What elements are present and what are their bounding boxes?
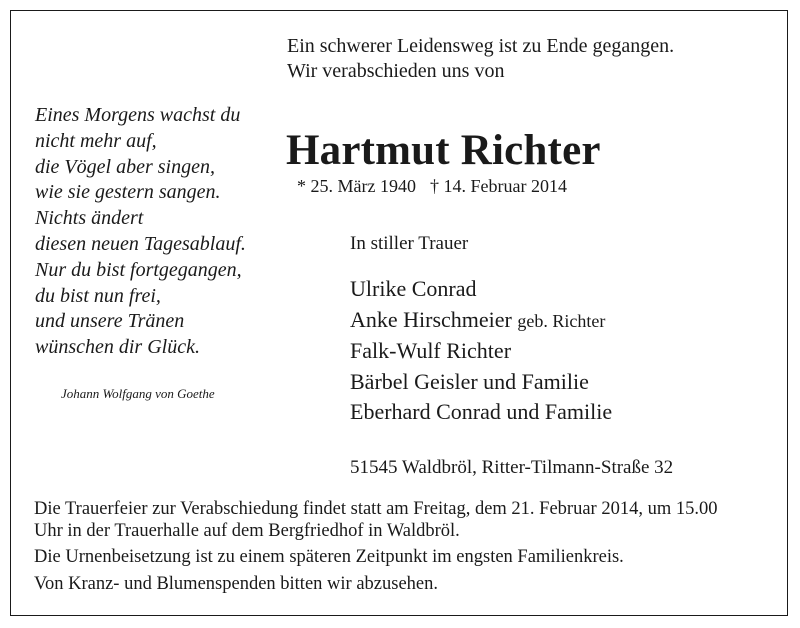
intro-line-2: Wir verabschieden uns von	[287, 60, 505, 82]
intro-line-1: Ein schwerer Leidensweg ist zu Ende gegangen.	[287, 35, 675, 57]
poem-line: Nichts ändert	[35, 207, 144, 230]
poem-line: Eines Morgens wachst du	[35, 104, 241, 126]
urn-burial-info: Die Urnenbeisetzung ist zu einem späteren Zeitpunkt im engsten Familienkreis.	[34, 547, 624, 567]
mourner-name: Ulrike Conrad	[350, 276, 477, 301]
poem-line: wie sie gestern sangen.	[35, 181, 221, 204]
mourner-birth-name: geb. Richter	[517, 310, 606, 331]
funeral-info-line-2: Uhr in der Trauerhalle auf dem Bergfriedhof in Waldbröl.	[34, 520, 460, 541]
mourner-name: Anke Hirschmeier	[350, 306, 512, 332]
flower-request: Von Kranz- und Blumenspenden bitten wir abzusehen.	[34, 573, 438, 594]
intro-text	[287, 34, 674, 84]
poem-line: nicht mehr auf,	[35, 129, 157, 152]
poem-line: wünschen dir Glück.	[35, 336, 200, 359]
poem-line: diesen neuen Tagesablauf.	[35, 232, 246, 255]
family-address: 51545 Waldbröl, Ritter-Tilmann-Straße 32	[350, 457, 674, 478]
mourner-name: Eberhard Conrad und Familie	[350, 399, 613, 424]
poem-author: Johann Wolfgang von Goethe	[61, 386, 215, 401]
funeral-info-line-1: Die Trauerfeier zur Verabschiedung findet statt am Freitag, dem 21. Februar 2014, um 15.00	[34, 499, 718, 519]
mourning-heading: In stiller Trauer	[350, 233, 469, 254]
poem-line: und unsere Tränen	[35, 310, 185, 333]
birth-date: * 25. März 1940	[297, 176, 416, 196]
poem-line: du bist nun frei,	[35, 284, 161, 307]
life-dates	[297, 176, 567, 197]
death-date: † 14. Februar 2014	[429, 176, 567, 196]
poem	[35, 103, 246, 361]
mourner-name: Falk-Wulf Richter	[350, 338, 512, 363]
deceased-name: Hartmut Richter	[286, 127, 601, 174]
funeral-info	[34, 499, 717, 542]
poem-line: die Vögel aber singen,	[35, 155, 215, 178]
funeral-notice	[34, 499, 717, 595]
mourner-row	[350, 305, 612, 337]
mourners-list	[350, 274, 612, 428]
mourner-name: Bärbel Geisler und Familie	[350, 368, 589, 394]
poem-line: Nur du bist fortgegangen,	[35, 258, 242, 281]
